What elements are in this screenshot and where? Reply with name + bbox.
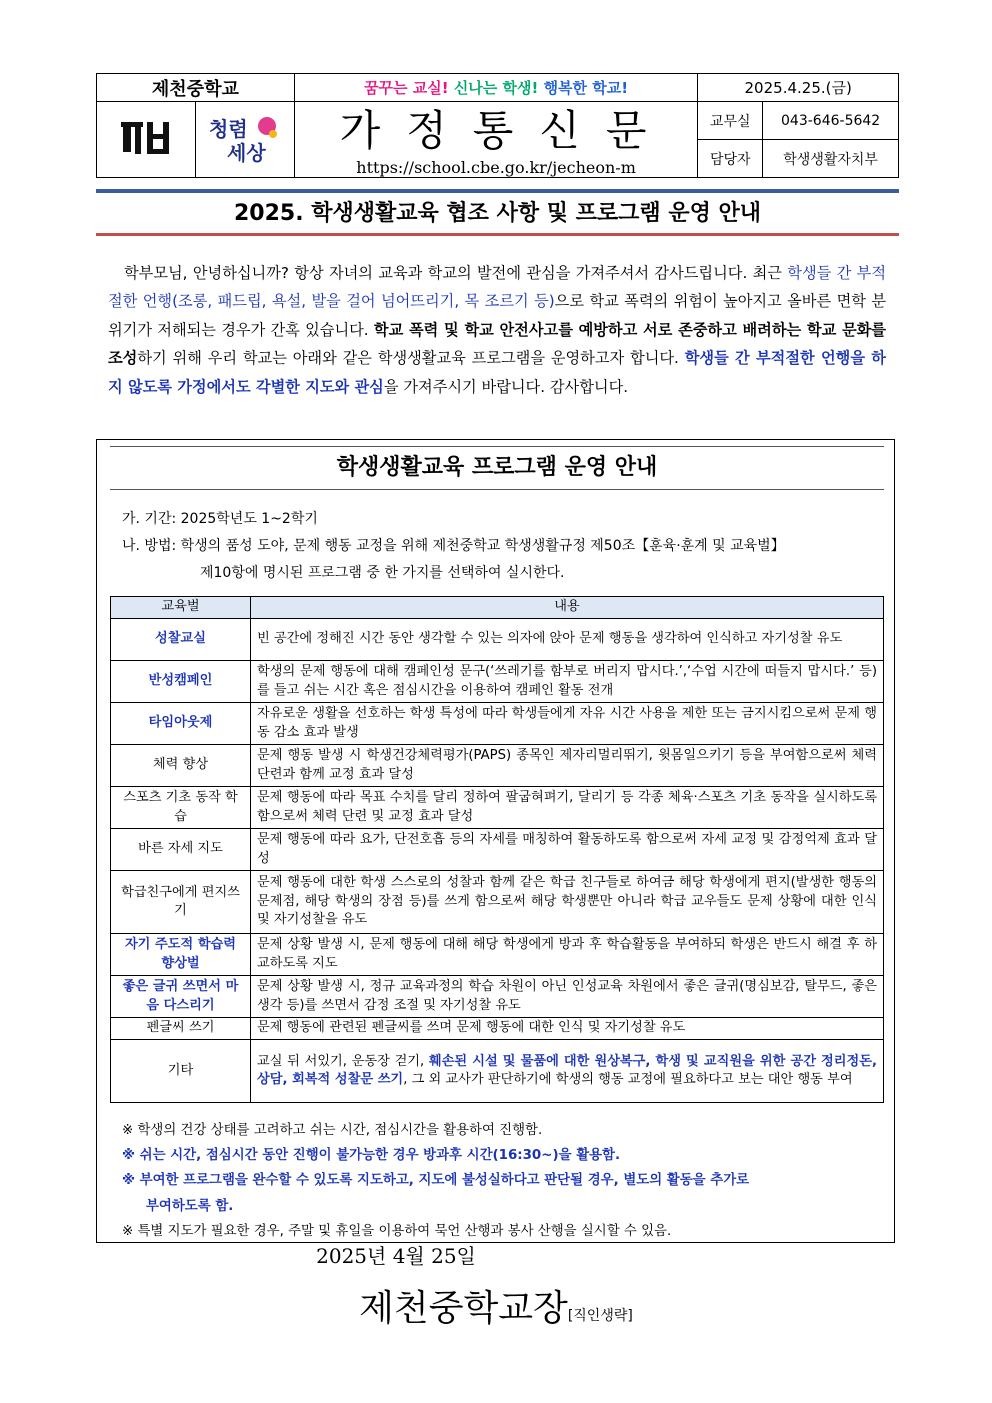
row-category: 타임아웃제 <box>111 703 251 745</box>
note-1: ※ 학생의 건강 상태를 고려하고 쉬는 시간, 점심시간을 활용하여 진행함. <box>122 1123 543 1138</box>
intro-text-3: 으로 학교 폭력의 위험이 높아지고 올바른 면학 분위기가 저해되는 경우가 간혹 있습니다. <box>108 292 886 339</box>
newsletter-title: 가정통신문 <box>339 106 673 155</box>
row-content-part-b: 훼손된 시설 및 물품에 대한 원상복구, 학생 및 교직원을 위한 공간 정리정돈, 상담, 회복적 성찰문 쓰기 <box>257 1053 877 1087</box>
principal-name: 제천중학교장 <box>359 1288 568 1329</box>
row-content: 문제 행동에 대한 학생 스스로의 성찰과 함께 같은 학급 친구들로 하여금 해당 학생에게 편지(발생한 행동의 문제점, 해당 학생의 장점 등)를 쓰게 함으로써 해당 학생뿐만 아니라 학급 교우들도 문제 상황에 대한 인식 및 자기성찰을 유도 <box>251 871 884 934</box>
row-content: 자유로운 생활을 선호하는 학생 특성에 따라 학생들에게 자유 시간 사용을 제한 또는 금지시킴으로써 문제 행동 감소 효과 발생 <box>251 703 884 745</box>
seal-note: [직인생략] <box>567 1308 633 1324</box>
table-row <box>111 1040 884 1103</box>
column-header-category: 교육벌 <box>111 597 251 619</box>
program-method-line-1: 나. 방법: 학생의 품성 도야, 문제 행동 교정을 위해 제천중학교 학생생활규정 제50조【훈육·훈계 및 교육벌】 <box>122 538 785 554</box>
signature-block <box>96 1280 896 1331</box>
school-logo <box>97 102 196 178</box>
row-content: 학생의 문제 행동에 대해 캠페인성 문구(‘쓰레기를 함부로 버리지 맙시다.’,‘수업 시간에 떠들지 맙시다.’ 등)를 들고 쉬는 시간 혹은 점심시간을 이용하여 캠페인 활동 전개 <box>251 661 884 703</box>
row-content: 문제 상황 발생 시, 문제 행동에 대해 해당 학생에게 방과 후 학습활동을 부여하되 학생은 반드시 해결 후 하교하도록 지도 <box>251 934 884 976</box>
intro-text-6: 학생들 간 부적절한 언행을 하지 않도록 가정에서도 각별한 지도와 관심 <box>108 349 886 396</box>
row-content: 빈 공간에 정해진 시간 동안 생각할 수 있는 의자에 앉아 문제 행동을 생각하여 인식하고 자기성찰 유도 <box>251 619 884 661</box>
office-phone: 043-646-5642 <box>763 102 899 140</box>
newsletter-header <box>294 102 698 178</box>
row-content <box>251 1040 884 1103</box>
school-logo-icon <box>119 116 173 160</box>
intro-text-7: 을 가져주시기 바랍니다. 감사합니다. <box>383 377 629 396</box>
svg-text:세상: 세상 <box>226 140 266 165</box>
row-category: 기타 <box>111 1040 251 1103</box>
table-row <box>111 871 884 934</box>
integrity-logo <box>195 102 294 178</box>
school-url[interactable]: https://school.cbe.go.kr/jecheon-m <box>356 158 636 177</box>
row-content-part-a: 교실 뒤 서있기, 운동장 걷기, <box>257 1053 429 1069</box>
row-category: 좋은 글귀 쓰면서 마음 다스리기 <box>111 976 251 1018</box>
header-table <box>96 73 899 178</box>
row-category: 펜글씨 쓰기 <box>111 1018 251 1040</box>
table-row <box>111 934 884 976</box>
slogan-part-1: 꿈꾸는 교실! <box>364 79 449 97</box>
office-label: 교무실 <box>698 102 763 140</box>
program-method-line-2: 제10항에 명시된 프로그램 중 한 가지를 선택하여 실시한다. <box>200 565 565 581</box>
intro-text-5: 하기 위해 우리 학교는 아래와 같은 학생생활교육 프로그램을 운영하고자 합니다. <box>137 349 685 368</box>
table-row <box>111 976 884 1018</box>
integrity-logo-icon <box>205 110 285 166</box>
table-row <box>111 619 884 661</box>
title-bottom-bar <box>96 233 899 236</box>
row-content: 문제 행동 발생 시 학생건강체력평가(PAPS) 종목인 제자리멀리뛰기, 윗몸일으키기 등을 부여함으로써 체력 단련과 함께 교정 효과 달성 <box>251 745 884 787</box>
table-header-row <box>111 597 884 619</box>
row-content: 문제 행동에 따라 목표 수치를 달리 정하여 팔굽혀펴기, 달리기 등 각종 체육·스포츠 기초 동작을 실시하도록 함으로써 체력 단련 및 교정 효과 달성 <box>251 787 884 829</box>
column-header-content: 내용 <box>251 597 884 619</box>
program-box-title: 학생생활교육 프로그램 운영 안내 <box>336 455 658 480</box>
issue-date: 2025.4.25.(금) <box>698 74 899 102</box>
manager-label: 담당자 <box>698 140 763 178</box>
row-category: 자기 주도적 학습력 향상벌 <box>111 934 251 976</box>
box-title-top-line <box>110 446 884 447</box>
row-content: 문제 행동에 따라 요가, 단전호흡 등의 자세를 매칭하여 활동하도록 함으로써 자세 교정 및 감정억제 효과 달성 <box>251 829 884 871</box>
title-top-bar <box>96 189 899 193</box>
row-category: 바른 자세 지도 <box>111 829 251 871</box>
row-category: 성찰교실 <box>111 619 251 661</box>
row-category: 스포츠 기초 동작 학습 <box>111 787 251 829</box>
table-row <box>111 1018 884 1040</box>
slogan-part-3: 행복한 학교! <box>543 79 629 97</box>
intro-text-4: 학교 폭력 및 학교 안전사고를 예방하고 서로 존중하고 배려하는 학교 문화를 조성 <box>108 320 886 368</box>
slogan <box>294 74 698 102</box>
slogan-part-2: 신나는 학생! <box>453 79 539 97</box>
row-content: 문제 상황 발생 시, 정규 교육과정의 학습 차원이 아닌 인성교육 차원에서 좋은 글귀(명심보감, 탈무드, 좋은 생각 등)를 쓰면서 감정 조절 및 자기성찰 유도 <box>251 976 884 1018</box>
row-category: 반성캠페인 <box>111 661 251 703</box>
row-content-part-c: , 그 외 교사가 판단하기에 학생의 행동 교정에 필요하다고 보는 대안 행동 부여 <box>403 1072 853 1087</box>
row-category: 학급친구에게 편지쓰기 <box>111 871 251 934</box>
intro-paragraph <box>108 259 886 401</box>
signature-date: 2025년 4월 25일 <box>316 1244 476 1268</box>
note-3: ※ 부여한 프로그램을 완수할 수 있도록 지도하고, 지도에 불성실하다고 판단될 경우, 별도의 활동을 추가로 <box>122 1173 750 1188</box>
school-name: 제천중학교 <box>97 74 295 102</box>
table-row <box>111 703 884 745</box>
intro-text-1: 학부모님, 안녕하십니까? 항상 자녀의 교육과 학교의 발전에 관심을 가져주셔서 감사드립니다. 최근 <box>124 264 788 282</box>
row-category: 체력 향상 <box>111 745 251 787</box>
note-4: ※ 특별 지도가 필요한 경우, 주말 및 휴일을 이용하여 묵언 산행과 봉사 산행을 실시할 수 있음. <box>122 1224 672 1239</box>
note-3-continued: 부여하도록 함. <box>146 1199 234 1214</box>
note-2: ※ 쉬는 시간, 점심시간 동안 진행이 불가능한 경우 방과후 시간(16:30~)을 활용함. <box>122 1148 621 1163</box>
table-row <box>111 745 884 787</box>
main-title: 2025. 학생생활교육 협조 사항 및 프로그램 운영 안내 <box>234 201 761 226</box>
table-row <box>111 661 884 703</box>
program-period: 가. 기간: 2025학년도 1~2학기 <box>122 511 318 527</box>
program-table <box>110 596 884 1103</box>
table-row <box>111 787 884 829</box>
table-row <box>111 829 884 871</box>
manager-dept: 학생생활자치부 <box>763 140 899 178</box>
intro-text-2: 학생들 간 부적절한 언행(조롱, 패드립, 욕설, 발을 걸어 넘어뜨리기, 목 조르기 등) <box>108 264 887 311</box>
svg-text:청렴: 청렴 <box>208 116 248 141</box>
box-title-bottom-line <box>110 489 884 490</box>
row-content: 문제 행동에 관련된 펜글씨를 쓰며 문제 행동에 대한 인식 및 자기성찰 유도 <box>251 1018 884 1040</box>
